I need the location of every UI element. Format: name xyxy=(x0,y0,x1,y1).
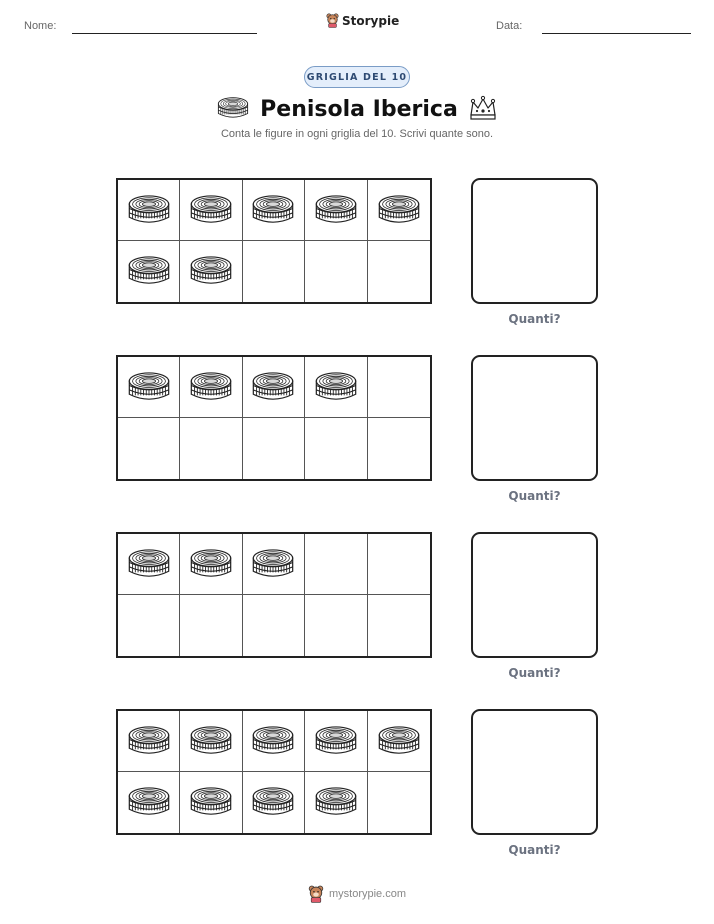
coliseum-icon xyxy=(189,783,233,822)
ten-frame-grid xyxy=(116,709,432,835)
ten-frame-grid xyxy=(116,355,432,481)
grid-cell xyxy=(368,241,430,302)
grid-cell xyxy=(305,180,367,241)
grid-cell xyxy=(243,772,305,833)
answer-label: Quanti? xyxy=(508,843,561,857)
grid-cell xyxy=(118,241,180,302)
grid-cell xyxy=(305,772,367,833)
bear-mascot-icon xyxy=(308,885,324,903)
page-header xyxy=(0,0,714,50)
answer-label: Quanti? xyxy=(508,489,561,503)
grid-cell xyxy=(180,180,242,241)
page-footer xyxy=(0,885,714,903)
bear-mascot-icon xyxy=(326,13,339,28)
coliseum-icon xyxy=(314,191,358,230)
coliseum-icon xyxy=(251,191,295,230)
ten-frame-grid xyxy=(116,178,432,304)
coliseum-icon xyxy=(251,545,295,584)
answer-box[interactable] xyxy=(471,709,598,835)
grid-cell xyxy=(118,418,180,479)
coliseum-icon xyxy=(127,191,171,230)
grid-cell xyxy=(368,711,430,772)
crown-icon xyxy=(468,95,498,123)
grid-cell xyxy=(180,772,242,833)
grid-cell xyxy=(243,418,305,479)
grid-cell xyxy=(180,534,242,595)
grid-cell xyxy=(305,241,367,302)
coliseum-icon xyxy=(189,368,233,407)
grid-cell xyxy=(243,180,305,241)
coliseum-icon xyxy=(127,545,171,584)
title-row xyxy=(0,92,714,126)
grid-cell xyxy=(243,711,305,772)
page-title: Penisola Iberica xyxy=(260,96,458,122)
grid-cell xyxy=(180,357,242,418)
worksheet-badge: GRIGLIA DEL 10 xyxy=(304,66,410,88)
ten-frame-grid xyxy=(116,532,432,658)
coliseum-icon xyxy=(127,368,171,407)
coliseum-icon xyxy=(314,368,358,407)
answer-box[interactable] xyxy=(471,532,598,658)
coliseum-icon xyxy=(127,783,171,822)
grid-cell xyxy=(305,595,367,656)
coliseum-icon xyxy=(127,252,171,291)
name-line[interactable] xyxy=(72,33,257,34)
grid-cell xyxy=(118,357,180,418)
coliseum-icon xyxy=(314,783,358,822)
grid-cell xyxy=(305,534,367,595)
coliseum-icon xyxy=(189,191,233,230)
coliseum-icon xyxy=(377,191,421,230)
footer-site: mystorypie.com xyxy=(328,888,407,900)
grid-cell xyxy=(243,534,305,595)
date-label: Data: xyxy=(496,20,523,32)
grid-cell xyxy=(180,241,242,302)
grid-cell xyxy=(305,711,367,772)
coliseum-icon xyxy=(127,722,171,761)
grid-cell xyxy=(118,180,180,241)
grid-cell xyxy=(243,357,305,418)
instructions: Conta le figure in ogni griglia del 10. Scrivi quante sono. xyxy=(220,128,494,140)
grid-cell xyxy=(180,711,242,772)
grid-cell xyxy=(368,534,430,595)
date-line[interactable] xyxy=(542,33,691,34)
grid-cell xyxy=(118,595,180,656)
answer-label: Quanti? xyxy=(508,312,561,326)
brand-name: Storypie xyxy=(342,13,400,28)
grid-cell xyxy=(368,418,430,479)
grid-cell xyxy=(243,595,305,656)
grid-cell xyxy=(118,534,180,595)
coliseum-icon xyxy=(189,545,233,584)
answer-label: Quanti? xyxy=(508,666,561,680)
storypie-logo xyxy=(326,13,399,28)
grid-cell xyxy=(368,595,430,656)
grid-cell xyxy=(305,357,367,418)
grid-cell xyxy=(368,772,430,833)
grid-cell xyxy=(243,241,305,302)
coliseum-icon xyxy=(216,94,250,124)
answer-box[interactable] xyxy=(471,178,598,304)
grid-cell xyxy=(180,418,242,479)
grid-cell xyxy=(305,418,367,479)
coliseum-icon xyxy=(189,722,233,761)
coliseum-icon xyxy=(314,722,358,761)
coliseum-icon xyxy=(251,783,295,822)
answer-box[interactable] xyxy=(471,355,598,481)
coliseum-icon xyxy=(189,252,233,291)
coliseum-icon xyxy=(251,722,295,761)
grid-cell xyxy=(118,772,180,833)
coliseum-icon xyxy=(377,722,421,761)
name-label: Nome: xyxy=(24,20,57,32)
grid-cell xyxy=(368,357,430,418)
grid-cell xyxy=(118,711,180,772)
grid-cell xyxy=(368,180,430,241)
grid-cell xyxy=(180,595,242,656)
coliseum-icon xyxy=(251,368,295,407)
